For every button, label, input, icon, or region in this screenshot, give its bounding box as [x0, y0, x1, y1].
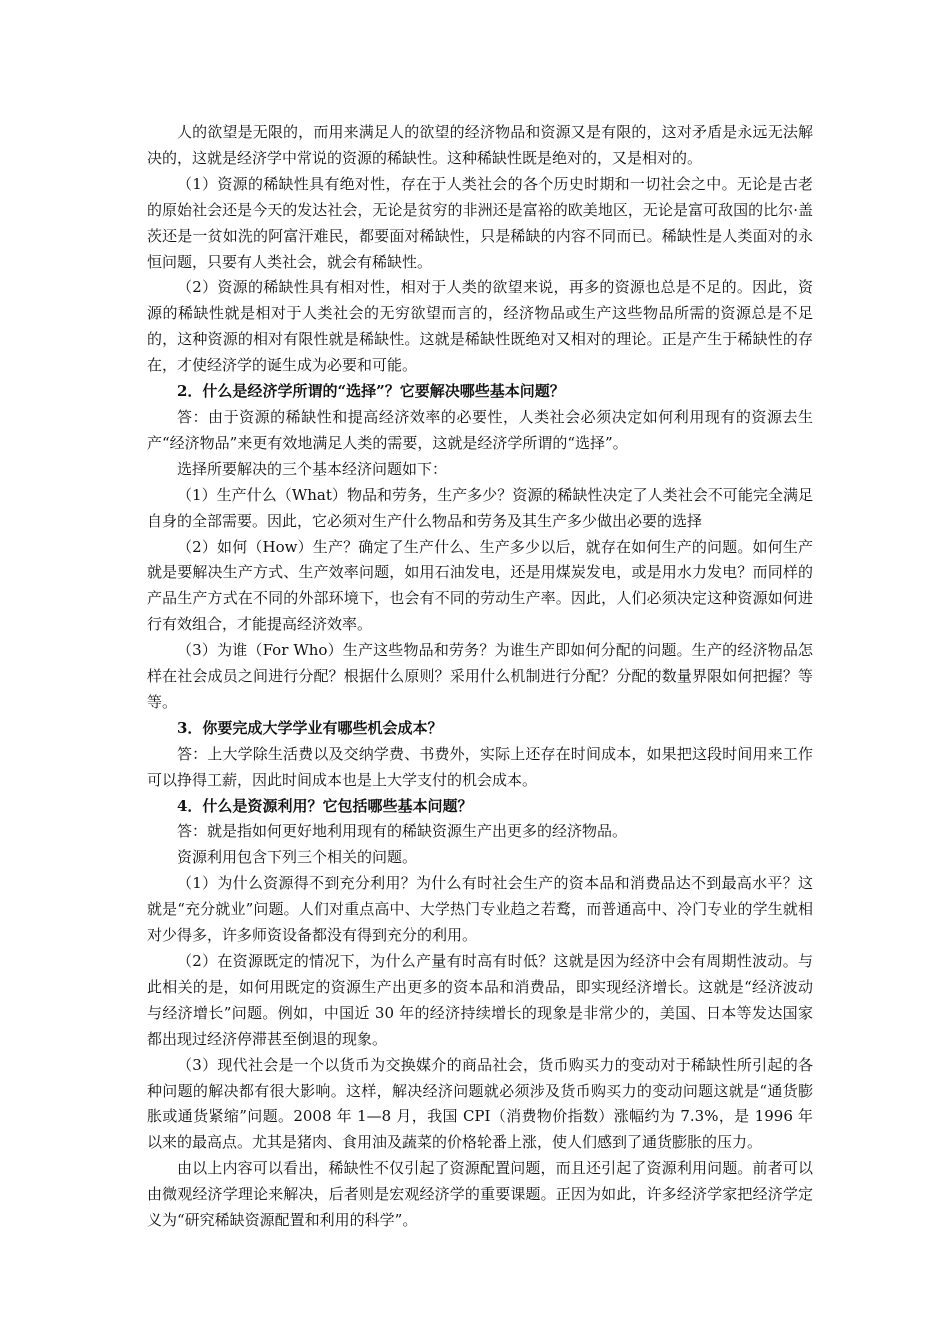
answer-choice: 答：由于资源的稀缺性和提高经济效率的必要性，人类社会必须决定如何利用现有的资源去生产“经济物品”来更有效地满足人类的需要，这就是经济学所谓的“选择”。 — [147, 407, 813, 452]
paragraph-scarcity-absolute: （1）资源的稀缺性具有绝对性，存在于人类社会的各个历史时期和一切社会之中。无论是古老的原始社会还是今天的发达社会，无论是贫穷的非洲还是富裕的欧美地区，无论是富可敌国的比尔·盖茨还是一贫如洗的阿富汗难民，都要面对稀缺性，只是稀缺的内容不同而已。稀缺性是人类面对的永恒问题，只要有人类社会，就会有稀缺性。 — [147, 174, 813, 271]
paragraph-choice-what: （1）生产什么（What）物品和劳务，生产多少？资源的稀缺性决定了人类社会不可能完全满足自身的全部需要。因此，它必须对生产什么物品和劳务及其生产多少做出必要的选择 — [147, 485, 813, 530]
paragraph-choice-how: （2）如何（How）生产？确定了生产什么、生产多少以后，就存在如何生产的问题。如何生产就是要解决生产方式、生产效率问题，如用石油发电，还是用煤炭发电，或是用水力发电？而同样的产品生产方式在不同的外部环境下，也会有不同的劳动生产率。因此，人们必须决定这种资源如何进行有效组合，才能提高经济效率。 — [147, 537, 813, 634]
question-heading-2: 2．什么是经济学所谓的“选择”？它要解决哪些基本问题？ — [177, 382, 565, 401]
answer-opportunity-cost: 答：上大学除生活费以及交纳学费、书费外，实际上还存在时间成本，如果把这段时间用来工作可以挣得工薪，因此时间成本也是上大学支付的机会成本。 — [147, 744, 813, 789]
answer-resource-use: 答：就是指如何更好地利用现有的稀缺资源生产出更多的经济物品。 — [177, 822, 628, 841]
paragraph-scarcity-intro: 人的欲望是无限的，而用来满足人的欲望的经济物品和资源又是有限的，这对矛盾是永远无法解决的，这就是经济学中常说的资源的稀缺性。这种稀缺性既是绝对的，又是相对的。 — [147, 123, 813, 167]
question-heading-4: 4．什么是资源利用？它包括哪些基本问题？ — [177, 796, 473, 815]
question-heading-3: 3．你要完成大学学业有哪些机会成本？ — [177, 718, 443, 737]
paragraph-choice-for-who: （3）为谁（For Who）生产这些物品和劳务？为谁生产即如何分配的问题。生产的经济物品怎样在社会成员之间进行分配？根据什么原则？采用什么机制进行分配？分配的数量界限如何把握？等等。 — [147, 641, 813, 711]
paragraph-resource-use-intro: 资源利用包含下列三个相关的问题。 — [177, 848, 418, 867]
paragraph-full-employment: （1）为什么资源得不到充分利用？为什么有时社会生产的资本品和消费品达不到最高水平？这就是“充分就业”问题。人们对重点高中、大学热门专业趋之若鹜，而普通高中、冷门专业的学生就相对少得多，许多师资设备都没有得到充分的利用。 — [147, 874, 813, 945]
paragraph-economic-fluctuation: （2）在资源既定的情况下，为什么产量有时高有时低？这就是因为经济中会有周期性波动。与此相关的是，如何用既定的资源生产出更多的资本品和消费品，即实现经济增长。这就是“经济波动与经济增长”问题。例如，中国近 30 年的经济持续增长的现象是非常少的，美国、日本等发达国家都出现过经济停滞甚至倒退的现象。 — [147, 952, 813, 1048]
paragraph-inflation: （3）现代社会是一个以货币为交换媒介的商品社会，货币购买力的变动对于稀缺性所引起的各种问题的解决都有很大影响。这样，解决经济问题就必须涉及货币购买力的变动问题这就是“通货膨胀或通货紧缩”问题。2008 年 1—8 月，我国 CPI（消费物价指数）涨幅约为 7.3%，是 1996 年以来的最高点。尤其是猪肉、食用油及蔬菜的价格轮番上涨，使人们感到了通货膨胀的压力。 — [147, 1055, 813, 1152]
document-body — [147, 120, 813, 1234]
paragraph-scarcity-relative: （2）资源的稀缺性具有相对性，相对于人类的欲望来说，再多的资源也总是不足的。因此，资源的稀缺性就是相对于人类社会的无穷欲望而言的，经济物品或生产这些物品所需的资源总是不足的，这种资源的相对有限性就是稀缺性。这就是稀缺性既绝对又相对的理论。正是产生于稀缺性的存在，才使经济学的诞生成为必要和可能。 — [147, 278, 813, 375]
paragraph-choice-intro: 选择所要解决的三个基本经济问题如下： — [177, 459, 448, 478]
paragraph-conclusion: 由以上内容可以看出，稀缺性不仅引起了资源配置问题，而且还引起了资源利用问题。前者可以由微观经济学理论来解决，后者则是宏观经济学的重要课题。正因为如此，许多经济学家把经济学定义为“研究稀缺资源配置和利用的科学”。 — [147, 1159, 813, 1230]
